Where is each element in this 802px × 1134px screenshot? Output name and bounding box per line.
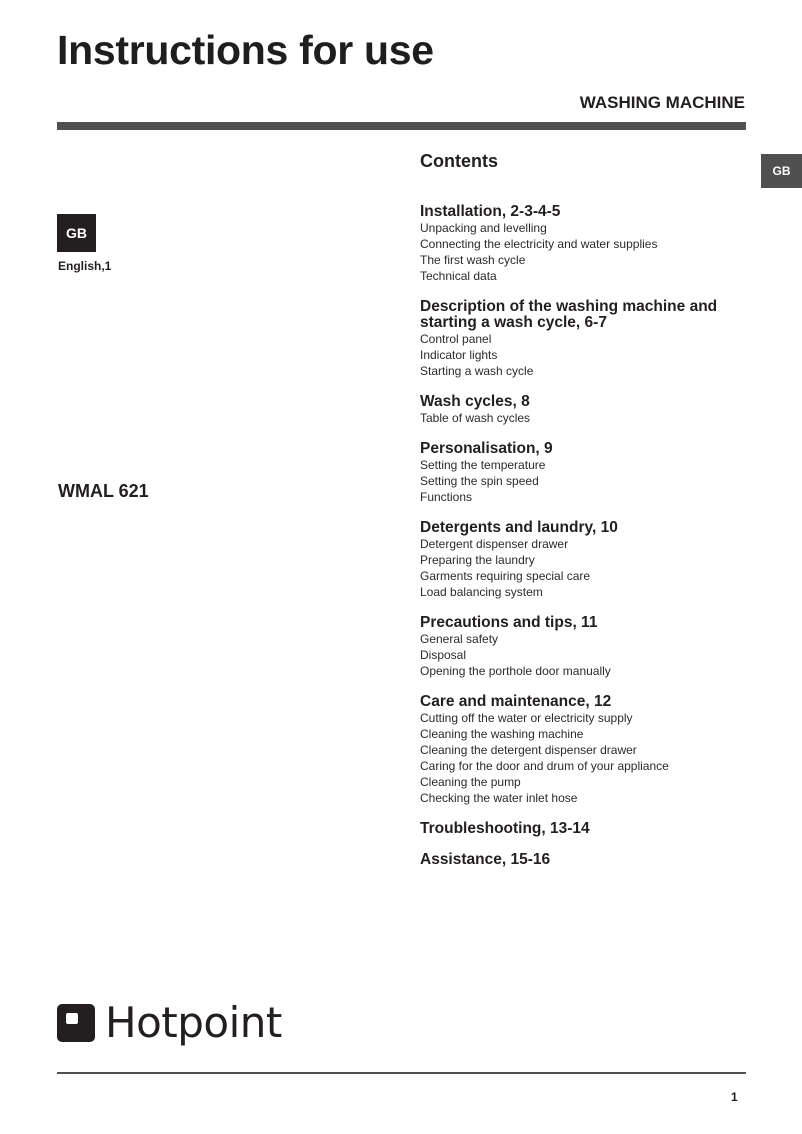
- toc-heading: Detergents and laundry, 10: [420, 519, 618, 536]
- toc-item: Functions: [420, 490, 473, 504]
- toc-section: [420, 441, 760, 505]
- toc-item: Load balancing system: [420, 585, 543, 599]
- toc-item: Cleaning the pump: [420, 775, 521, 789]
- toc-item: Control panel: [420, 332, 492, 346]
- brand-logo: [57, 998, 282, 1047]
- brand-name: Hotpoint: [105, 998, 282, 1047]
- toc-item: The first wash cycle: [420, 253, 526, 267]
- toc-section: [420, 520, 760, 600]
- toc-section: [420, 821, 760, 837]
- toc-item: Technical data: [420, 269, 497, 283]
- toc-section: [420, 852, 760, 868]
- toc-item: Detergent dispenser drawer: [420, 537, 569, 551]
- contents-title: Contents: [420, 151, 498, 171]
- toc-item: Table of wash cycles: [420, 411, 531, 425]
- toc-heading: Precautions and tips, 11: [420, 614, 598, 631]
- toc-heading: Installation, 2-3-4-5: [420, 203, 561, 220]
- toc-item: Setting the spin speed: [420, 474, 539, 488]
- toc-item: Starting a wash cycle: [420, 364, 534, 378]
- footer-divider: [57, 1072, 746, 1074]
- language-side-tab: GB: [761, 154, 802, 188]
- toc-section: [420, 694, 760, 806]
- table-of-contents: [420, 204, 760, 883]
- toc-item: Checking the water inlet hose: [420, 791, 578, 805]
- hotpoint-logo-icon: [57, 1004, 95, 1042]
- toc-section: [420, 204, 760, 284]
- toc-heading: Wash cycles, 8: [420, 393, 530, 410]
- toc-item: Preparing the laundry: [420, 553, 535, 567]
- toc-item: Garments requiring special care: [420, 569, 591, 583]
- toc-heading: Assistance, 15-16: [420, 851, 551, 868]
- header-divider: [57, 122, 746, 130]
- language-badge: GB: [57, 214, 96, 252]
- toc-section: [420, 299, 730, 379]
- toc-heading: Troubleshooting, 13-14: [420, 820, 590, 837]
- toc-section: [420, 615, 760, 679]
- toc-heading: Personalisation, 9: [420, 440, 553, 457]
- toc-heading: Description of the washing machine and starting a wash cycle, 6-7: [420, 298, 718, 331]
- toc-item: General safety: [420, 632, 499, 646]
- toc-heading: Care and maintenance, 12: [420, 693, 612, 710]
- product-type: WASHING MACHINE: [579, 93, 745, 112]
- toc-item: Cutting off the water or electricity supply: [420, 711, 633, 725]
- page-number: 1: [731, 1090, 738, 1104]
- toc-item: Cleaning the washing machine: [420, 727, 584, 741]
- toc-item: Cleaning the detergent dispenser drawer: [420, 743, 637, 757]
- toc-item: Indicator lights: [420, 348, 498, 362]
- toc-item: Unpacking and levelling: [420, 221, 547, 235]
- model-number: WMAL 621: [58, 481, 149, 501]
- toc-item: Setting the temperature: [420, 458, 546, 472]
- language-label: English,1: [58, 259, 112, 273]
- toc-item: Connecting the electricity and water supplies: [420, 237, 658, 251]
- toc-item: Disposal: [420, 648, 467, 662]
- toc-item: Caring for the door and drum of your appliance: [420, 759, 669, 773]
- toc-item: Opening the porthole door manually: [420, 664, 611, 678]
- page-title: Instructions for use: [57, 27, 434, 73]
- toc-section: [420, 394, 760, 426]
